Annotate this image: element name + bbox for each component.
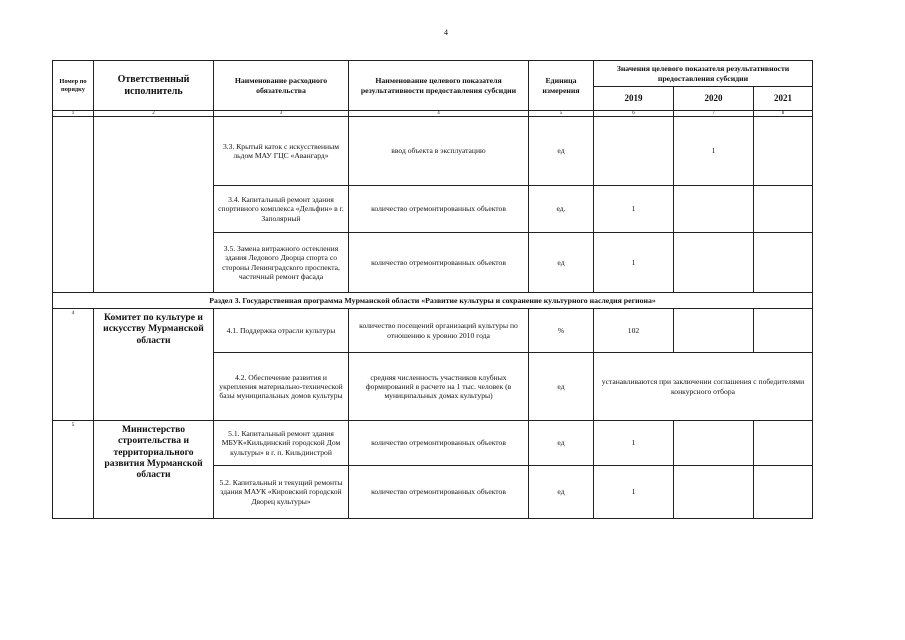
row-indicator: количество отремонтированных объектов — [349, 466, 529, 519]
row-value-2021 — [754, 186, 813, 233]
header-values: Значения целевого показателя результативности предоставления субсидии — [594, 61, 813, 87]
row-expense: 4.1. Поддержка отрасли культуры — [214, 309, 349, 353]
column-number: 2 — [94, 111, 214, 117]
header-indicator: Наименование целевого показателя результативности предоставления субсидии — [349, 61, 529, 111]
column-number: 8 — [754, 111, 813, 117]
row-executor: Министерство строительства и территориального развития Мурманской области — [94, 421, 214, 519]
column-number: 1 — [53, 111, 94, 117]
row-value-2019: 102 — [594, 309, 674, 353]
row-expense: 3.3. Крытый каток с искусственным льдом МАУ ГЦС «Авангард» — [214, 117, 349, 186]
header-number: Номер по порядку — [53, 61, 94, 111]
row-number: 5 — [53, 421, 94, 519]
row-value-2019: 1 — [594, 466, 674, 519]
row-indicator: количество посещений организаций культуры по отношению к уровню 2010 года — [349, 309, 529, 353]
header-year-2021: 2021 — [754, 87, 813, 111]
row-value-2019: 1 — [594, 421, 674, 466]
row-value-2019 — [594, 117, 674, 186]
row-value-2021 — [754, 117, 813, 186]
row-unit: ед — [529, 421, 594, 466]
row-value-2021 — [754, 309, 813, 353]
section-row — [53, 293, 813, 309]
row-value-2020: 1 — [674, 117, 754, 186]
row-indicator: ввод объекта в эксплуатацию — [349, 117, 529, 186]
row-indicator: количество отремонтированных объектов — [349, 233, 529, 293]
row-unit: ед — [529, 233, 594, 293]
column-number: 4 — [349, 111, 529, 117]
row-value-2019: 1 — [594, 233, 674, 293]
row-value-2021 — [754, 233, 813, 293]
column-number: 3 — [214, 111, 349, 117]
page-number: 4 — [444, 28, 448, 37]
row-indicator: количество отремонтированных объектов — [349, 186, 529, 233]
row-unit: ед — [529, 466, 594, 519]
section-3-title: Раздел 3. Государственная программа Мурманской области «Развитие культуры и сохранение культурного наследия региона» — [53, 293, 813, 309]
header-expense: Наименование расходного обязательства — [214, 61, 349, 111]
row-number: 4 — [53, 309, 94, 421]
row-value-2019: 1 — [594, 186, 674, 233]
row-value-2020 — [674, 309, 754, 353]
row-value-2020 — [674, 233, 754, 293]
row-value-2021 — [754, 421, 813, 466]
row-value-2021 — [754, 466, 813, 519]
header-year-2019: 2019 — [594, 87, 674, 111]
column-number: 5 — [529, 111, 594, 117]
row-value-2020 — [674, 421, 754, 466]
row-expense: 3.4. Капитальный ремонт здания спортивного комплекса «Дельфин» в г. Заполярный — [214, 186, 349, 233]
row-unit: ед — [529, 117, 594, 186]
row-indicator: количество отремонтированных объектов — [349, 421, 529, 466]
row-value-2020 — [674, 186, 754, 233]
row-executor: Комитет по культуре и искусству Мурманской области — [94, 309, 214, 421]
row-expense: 3.5. Замена витражного остекления здания Ледового Дворца спорта со стороны Ленинградского проспекта, частичный ремонт фасада — [214, 233, 349, 293]
row-merged-value: устанавливаются при заключении соглашения с победителями конкурсного отбора — [594, 353, 813, 421]
header-year-2020: 2020 — [674, 87, 754, 111]
row-expense: 4.2. Обеспечение развития и укрепления материально-технической базы муниципальных домов культуры — [214, 353, 349, 421]
row-unit: ед. — [529, 186, 594, 233]
row-unit: % — [529, 309, 594, 353]
header-executor: Ответственный исполнитель — [94, 61, 214, 111]
row-expense: 5.2. Капитальный и текущий ремонты здания МАУК «Кировский городской Дворец культуры» — [214, 466, 349, 519]
column-number: 7 — [674, 111, 754, 117]
row-unit: ед — [529, 353, 594, 421]
row-indicator: средняя численность участников клубных формирований в расчете на 1 тыс. человек (в муниципальных домах культуры) — [349, 353, 529, 421]
table-row — [53, 421, 813, 466]
row-expense: 5.1. Капитальный ремонт здания МБУК«Кильдинский городской Дом культуры» в г. п. Кильдинстрой — [214, 421, 349, 466]
row-value-2020 — [674, 466, 754, 519]
row-executor — [94, 117, 214, 293]
column-number: 6 — [594, 111, 674, 117]
row-number — [53, 117, 94, 293]
table-row — [53, 117, 813, 186]
header-row — [53, 61, 813, 87]
header-unit: Единица измерения — [529, 61, 594, 111]
subsidy-indicators-table — [52, 60, 813, 519]
table-row — [53, 309, 813, 353]
